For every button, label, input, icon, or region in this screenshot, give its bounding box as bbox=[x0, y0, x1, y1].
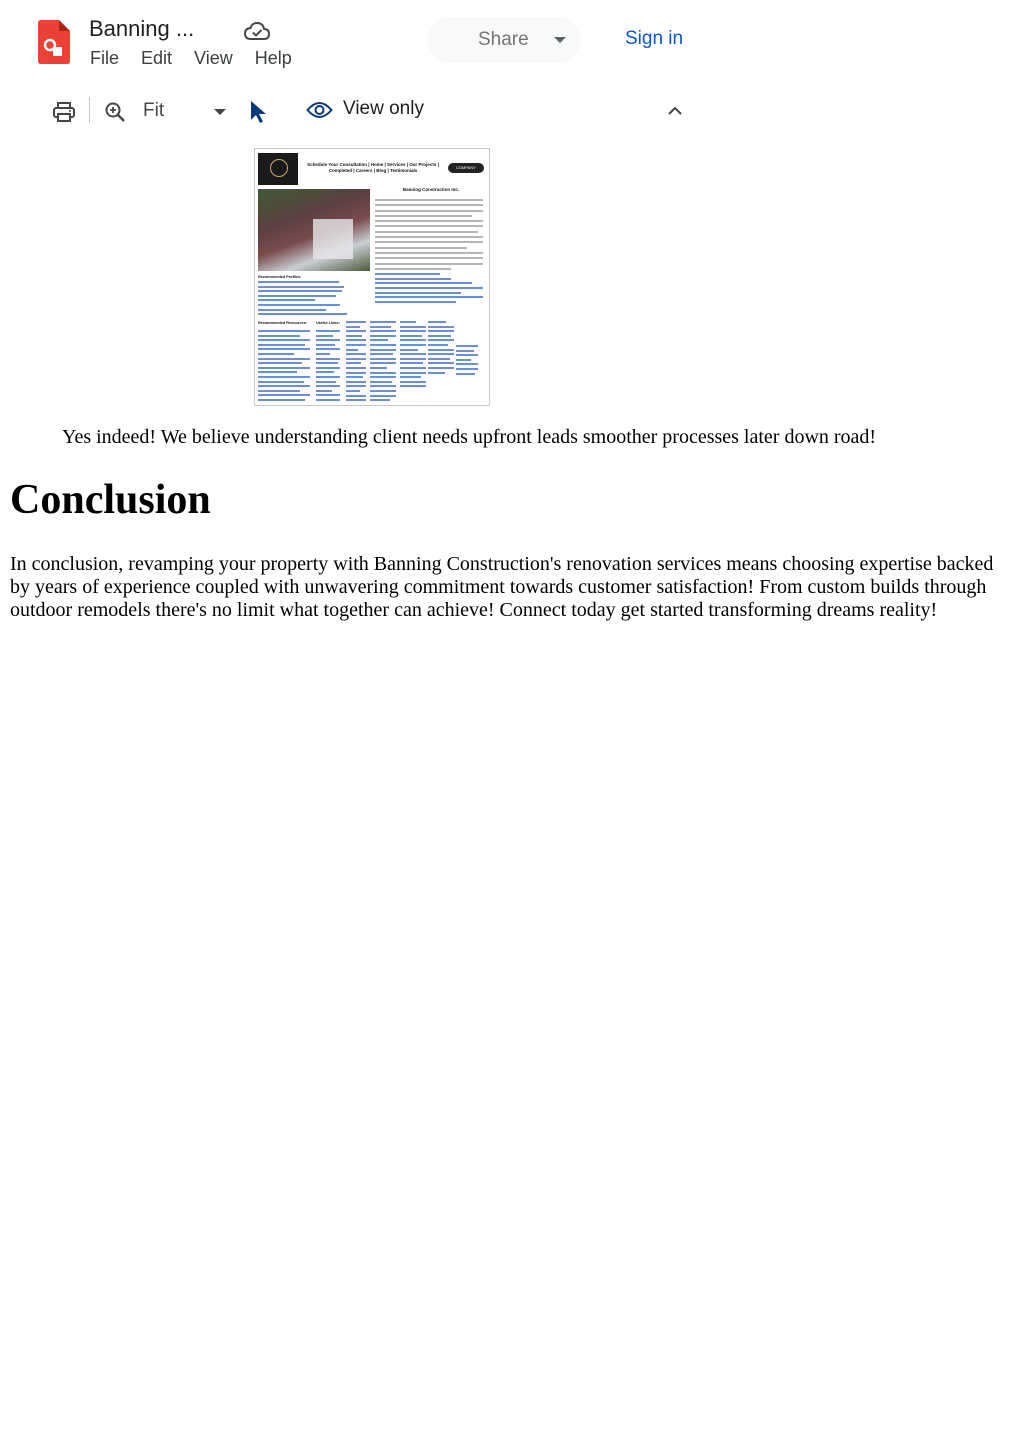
thumbnail-links-column-2 bbox=[346, 321, 366, 404]
thumbnail-description-lines bbox=[375, 199, 483, 305]
zoom-select[interactable]: Fit bbox=[143, 100, 165, 121]
conclusion-heading: Conclusion bbox=[10, 477, 211, 523]
menu-edit[interactable]: Edit bbox=[141, 48, 173, 68]
view-only-mode-button[interactable]: View only bbox=[343, 98, 424, 119]
share-dropdown-caret-icon[interactable] bbox=[554, 37, 566, 43]
cloud-saved-icon[interactable] bbox=[244, 20, 270, 42]
eye-icon bbox=[306, 99, 333, 121]
house-aerial-photo bbox=[258, 189, 370, 271]
embedded-webpage-image bbox=[254, 148, 490, 406]
thumbnail-profiles bbox=[258, 275, 353, 318]
thumbnail-company-button: COMPANY bbox=[448, 163, 484, 173]
zoom-in-icon[interactable] bbox=[103, 100, 127, 124]
thumbnail-nav-text: Schedule Your Consultation | Home | Services | Our Projects | Completed | Careers | Blog | Testimonials bbox=[307, 162, 439, 173]
document-title[interactable]: Banning ... bbox=[89, 16, 195, 41]
thumbnail-resources-heading: Recommended Resources: bbox=[258, 321, 307, 325]
sign-in-link[interactable]: Sign in bbox=[625, 28, 684, 49]
menu-bar bbox=[90, 48, 314, 69]
share-label: Share bbox=[478, 29, 529, 50]
chevron-up-icon[interactable] bbox=[666, 102, 684, 120]
cursor-icon[interactable] bbox=[248, 99, 270, 125]
thumbnail-company-title: Banning Construction Inc. bbox=[402, 187, 460, 192]
app-logo-icon[interactable] bbox=[38, 20, 70, 64]
toolbar-divider bbox=[89, 97, 90, 123]
zoom-dropdown-caret-icon[interactable] bbox=[214, 109, 226, 115]
company-logo bbox=[258, 153, 298, 185]
thumbnail-links-column-3 bbox=[370, 321, 396, 404]
print-icon[interactable] bbox=[52, 100, 76, 124]
thumbnail-links-column-4 bbox=[400, 321, 426, 390]
thumbnail-links-column-5 bbox=[428, 321, 454, 376]
thumbnail-profiles-heading: Recommended Profiles: bbox=[258, 275, 302, 279]
thumbnail-links-column-6 bbox=[456, 345, 478, 377]
thumbnail-useful-links-heading: Useful Links: bbox=[316, 321, 340, 325]
menu-file[interactable]: File bbox=[90, 48, 120, 68]
menu-help[interactable]: Help bbox=[254, 48, 292, 68]
thumbnail-links-column-1 bbox=[316, 330, 340, 404]
indented-paragraph: Yes indeed! We believe understanding client needs upfront leads smoother processes later down road! bbox=[62, 426, 877, 448]
thumbnail-resources-column bbox=[258, 330, 310, 404]
thumbnail-link-grid bbox=[258, 321, 486, 405]
conclusion-paragraph: In conclusion, revamping your property with Banning Construction's renovation services means choosing expertise backed by years of experience coupled with unwavering commitment towards customer satisfaction! From custom builds through outdoor remodels there's no limit what together can achieve! Connect today get started transforming dreams reality! bbox=[10, 553, 994, 621]
share-button[interactable] bbox=[428, 17, 580, 63]
menu-view[interactable]: View bbox=[194, 48, 233, 68]
